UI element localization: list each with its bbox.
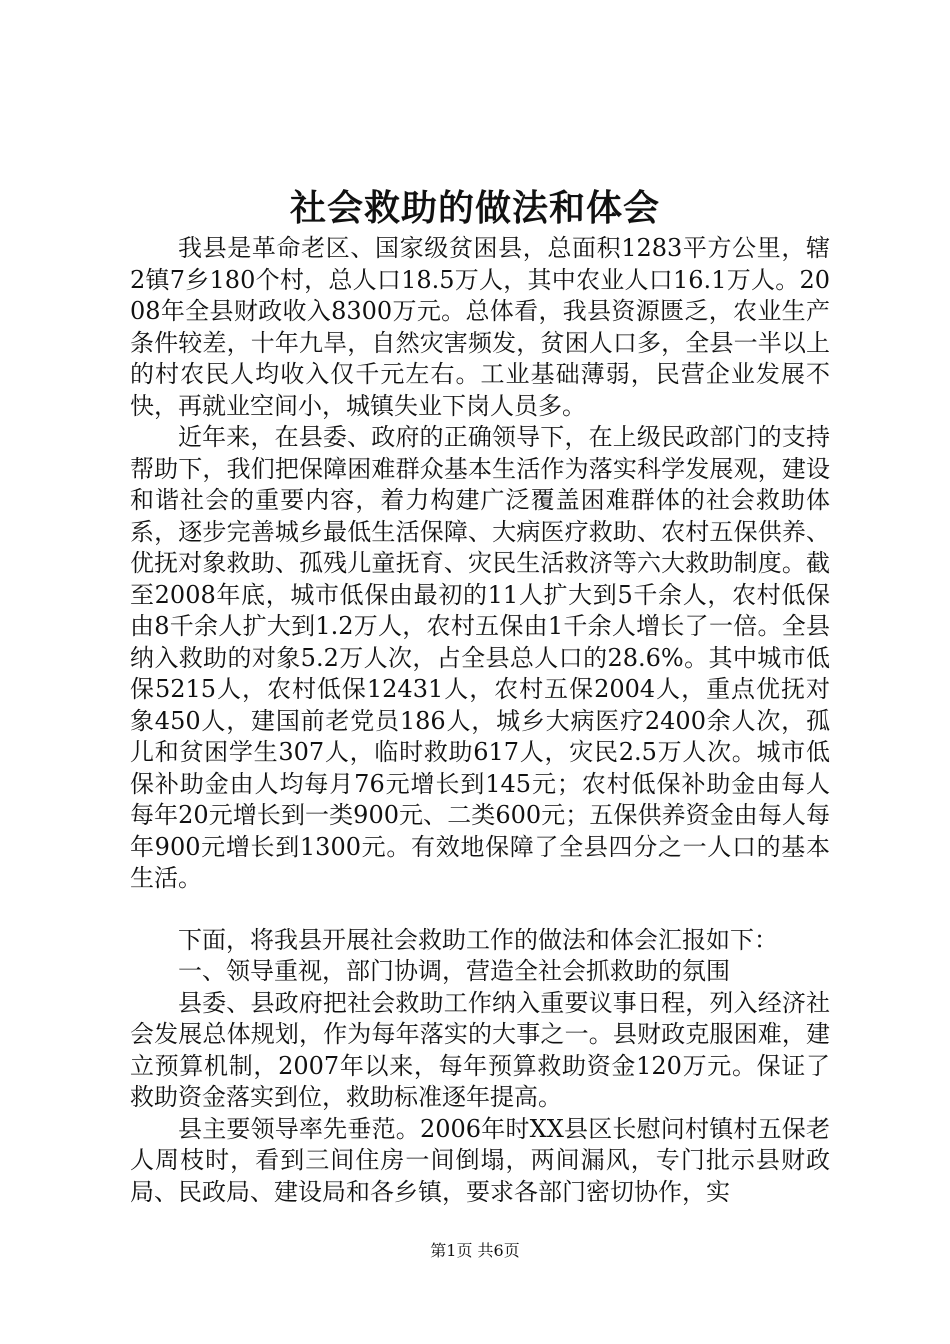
page-footer: 第1页 共6页 — [430, 1241, 520, 1260]
document-title: 社会救助的做法和体会 — [289, 187, 660, 229]
paragraph-report-intro: 下面，将我县开展社会救助工作的做法和体会汇报如下： — [178, 925, 778, 954]
document-body — [130, 233, 830, 1208]
paragraph-budget: 县委、县政府把社会救助工作纳入重要议事日程，列入经济社会发展总体规划，作为每年落实的大事之一。县财政克服困难，建立预算机制，2007年以来，每年预算救助资金120万元。保证了救助资金落实到位，救助标准逐年提高。 — [130, 988, 830, 1111]
section-heading-1: 一、领导重视，部门协调，营造全社会抓救助的氛围 — [178, 957, 730, 985]
paragraph-leadership-example: 县主要领导率先垂范。2006年时XX县区长慰问村镇村五保老人周枝时，看到三间住房一间倒塌，两间漏风，专门批示县财政局、民政局、建设局和各乡镇，要求各部门密切协作，实 — [130, 1114, 830, 1206]
paragraph-county-overview: 我县是革命老区、国家级贫困县，总面积1283平方公里，辖2镇7乡180个村，总人口18.5万人，其中农业人口16.1万人。2008年全县财政收入8300万元。总体看，我县资源匮乏，农业生产条件较差，十年九旱，自然灾害频发，贫困人口多，全县一半以上的村农民人均收入仅千元左右。工业基础薄弱，民营企业发展不快，再就业空间小，城镇失业下岗人员多。 — [130, 234, 830, 420]
paragraph-spacer — [130, 895, 830, 925]
paragraph-recent-years: 近年来，在县委、政府的正确领导下，在上级民政部门的支持帮助下，我们把保障困难群众基本生活作为落实科学发展观，建设和谐社会的重要内容，着力构建广泛覆盖困难群体的社会救助体系，逐步完善城乡最低生活保障、大病医疗救助、农村五保供养、优抚对象救助、孤残儿童抚育、灾民生活救济等六大救助制度。截至2008年底，城市低保由最初的11人扩大到5千余人，农村低保由8千余人扩大到1.2万人，农村五保由1千余人增长了一倍。全县纳入救助的对象5.2万人次，占全县总人口的28.6%。其中城市低保5215人，农村低保12431人，农村五保2004人，重点优抚对象450人，建国前老党员186人，城乡大病医疗2400余人次，孤儿和贫困学生307人，临时救助617人，灾民2.5万人次。城市低保补助金由人均每月76元增长到145元；农村低保补助金由每人每年20元增长到一类900元、二类600元；五保供养资金由每人每年900元增长到1300元。有效地保障了全县四分之一人口的基本生活。 — [130, 423, 830, 892]
